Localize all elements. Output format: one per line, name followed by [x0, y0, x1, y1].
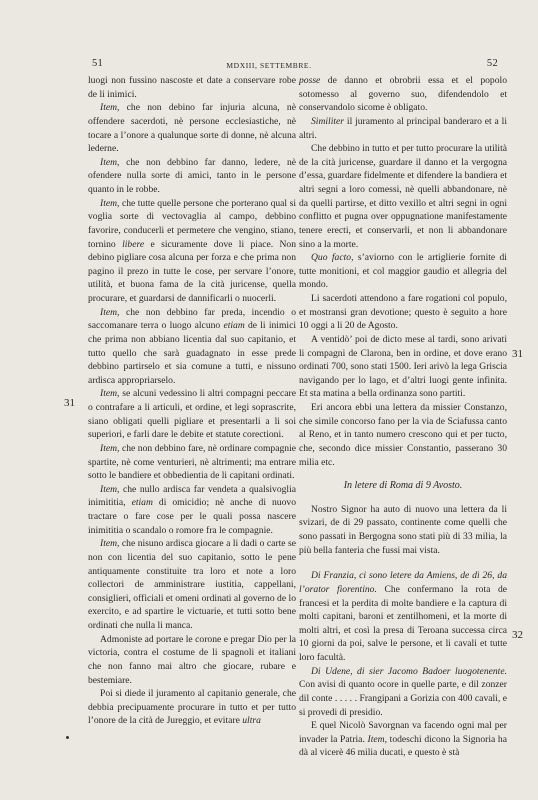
paragraph: Item, che nisuno ardisca giocare a li dadi o carte se non con licentia del suo capitanio, sotto le pene antiquamente constituite tra loro et note a loro collectori de amministrare iustitia, cappellani, consiglieri, officiali et omeni ordinati al governo de lo exercito, e ad spartire le victuarie, et tutti sotto bene ordinati che nulla li manca. — [88, 538, 296, 631]
paragraph: Item, che non debbino fare, nè ordinare compagnie spartite, nè come venturieri, nè altrimenti; ma entrare sotto le bandiere et obbedientia de li capitani ordinati. — [88, 442, 296, 482]
paragraph: Che debbino in tutto et per tutto procurare la utilità de la cità juricense, guardare il danno et la vergogna d’essa, guardare fidelmente et difendere la bandiera et altri segni a loro comessi, nè quelli abbandonare, nè da quelli partirse, et ditto vexillo et altri segni in ogni conflitto et pugna over oppugnatione manifestamente tenere erecti, et conservarli, et non li abbandonare sino a la morte. — [299, 143, 507, 250]
right-text-column — [299, 74, 507, 760]
paragraph: Di Franzia, ci sono letere da Amiens, de dì 26, da l’orator fiorentino. Che confermano la rota de francesi et la perdita di molte bandiere e la captura di molti capitani, baroni et zentilhomeni, et la morte di molti altri, et così la presa di Teroana successa circa 10 giorni da poi, salve le persone, et li cavali et tutte loro facultà. — [299, 570, 508, 663]
left-text-column — [88, 74, 296, 728]
page-number-right: 52 — [486, 58, 498, 69]
ink-dot — [66, 736, 69, 739]
paragraph: Eri ancora ebbi una lettera da missier Constanzo, che simile concorso fano per la via de Sciafussa canto al Reno, et in tanto numero crescono qui et per tucto, che, secondo dice missier Constantio, passerano 30 milia etc. — [299, 402, 507, 468]
paragraph: E quel Nicolò Savorgnan va facendo ogni mal per invader la Patria. Item, todeschi dicono la Signoria ha dà al vicerè 46 milia ducati, e questo è stà — [299, 720, 507, 759]
paragraph: A ventidò’ poi de dicto mese al tardi, sono arivati li compagni de Clarona, ben in ordine, et dove erano ordinati 700, sono stati 1500. Ieri arivò la lega Griscia navigando per lo lago, et d’altri luogi gente infinita. Et sta matina a bella ordinanza sono partiti. — [299, 333, 507, 400]
paragraph: Item, che non debino far injuria alcuna, nè offendere sacerdoti, nè persone ecclesiastiche, nè tocare a l’onore a qualunque sorte di donne, nè alcuna lederne. — [88, 102, 296, 155]
section-heading: In letere di Roma di 9 Avosto. — [343, 480, 463, 492]
paragraph: Item, che non debbino far danno, ledere, nè ofendere nulla sorte di amici, tanto in le persone quanto in le robbe. — [88, 156, 296, 195]
paragraph: Poi si diede il juramento al capitanio generale, che debbia precipuamente procurare in tutto et per tutto l’onore de la cità de Jureggio, et evitare ultra — [88, 688, 296, 727]
paragraph: Nostro Signor ha auto di nuovo una lettera da li svizari, de di 29 passato, continente come quelli che sono passati in Bergogna sono stati più di 33 milia, la più bella fanteria che fussi mai vista. — [299, 503, 507, 556]
margin-number-right-1: 31 — [512, 348, 523, 360]
paragraph: Admoniste ad portare le corone e pregar Dio per la victoria, contra el costume de li spagnoli et italiani che non fanno mai altro che giocare, rubare e bestemiare. — [88, 633, 296, 686]
paragraph: Quo facto, s’aviorno con le artiglierie fornite di tutte monitioni, et col maggior gaudio et allegria del mondo. — [299, 252, 507, 291]
margin-number-left: 31 — [64, 397, 75, 409]
paragraph: Similiter il juramento al principal banderaro et a li altri. — [299, 115, 507, 141]
paragraph: Item, che tutte quelle persone che porterano qual si voglia sorte di vectovaglia al campo, debbino favorire, conducerli et permetere che vengino, stiano, tornino libere e sicuramente dove li piace. Non debino pigliare cosa alcuna per forza e che prima non pagino il prezo in tutte le cose, per servare l’onore, utilità, et buona fama de la cità juricense, quella procurare, et guardarsi de dannificarli o nuocerli. — [88, 197, 296, 304]
paragraph: Item, che nullo ardisca far vendeta a qualsivoglia inimititia, etiam di omicidio; nè anche di nuovo tractare o fare cose per le quali possa nascere inimititia o scandalo o romore fra le compagnie. — [88, 483, 296, 536]
paragraph: Li sacerdoti attendono a fare rogationi col populo, et mostransi gran devotione; questo è seguito a hore 10 oggi a li 20 de Agosto. — [299, 293, 507, 332]
page-number-left: 51 — [92, 58, 104, 69]
paragraph: posse de danno et obrobrii essa et el popolo sotomesso al governo suo, difendendolo et conservandolo sicome è obligato. — [299, 75, 507, 114]
paragraph: Di Udene, di sier Jacomo Badoer luogotenente. Con avisi di quanto ocore in quelle parte, e dil zonzer dil conte . . . . . Frangipani a Gorizia con 400 cavali, e si provedi di presidio. — [299, 665, 507, 718]
paragraph: Item, se alcuni vedessino li altri compagni peccare o contrafare a li articuli, et ordine, et legi soprascrite, siano obligati quelli pigliare et presentarli a li soi superiori, e farli dare le debite et statute corectioni. — [88, 388, 296, 441]
margin-number-right-2: 32 — [512, 629, 523, 641]
paragraph: luogi non fussino nascoste et date a conservare robe de li inimici. — [88, 75, 296, 100]
paragraph: Item, che non debbino far preda, incendio o saccomanare terra o luogo alcuno etiam de li inimici che prima non abbiano licentia dal suo capitanio, et tutto quello che sarà guadagnato in esse prede debbino partirselo et sia comune a tutti, e nissuno ardisca appropriarselo. — [88, 306, 296, 386]
running-header: MDXIII, SETTEMBRE. — [226, 61, 312, 70]
